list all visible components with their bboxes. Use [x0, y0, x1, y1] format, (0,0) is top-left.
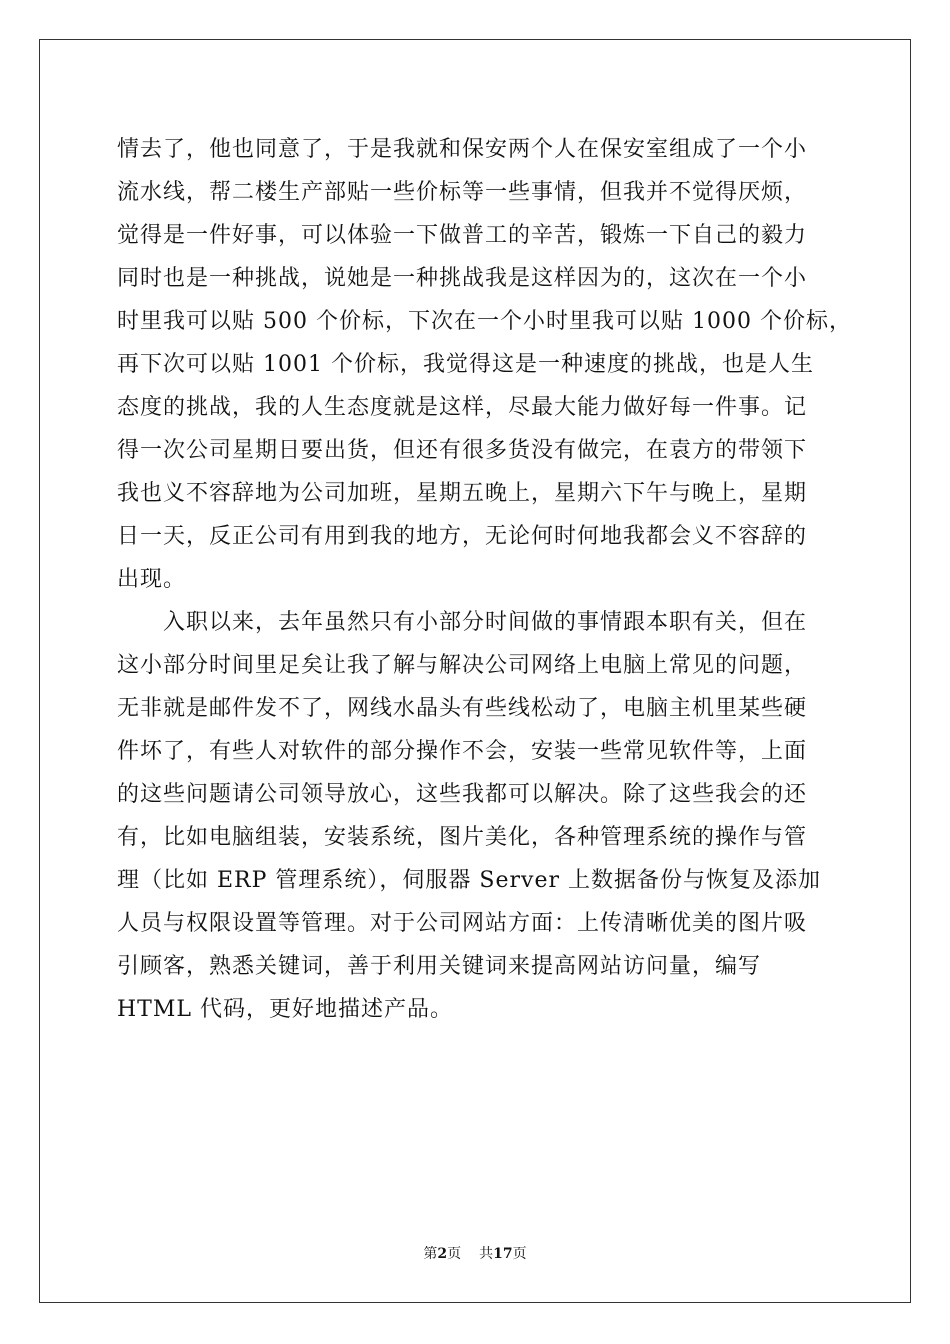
total-label-suffix: 页	[512, 1246, 527, 1262]
text-line: 无非就是邮件发不了，网线水晶头有些线松动了，电脑主机里某些硬	[117, 696, 808, 721]
text-line: 得一次公司星期日要出货，但还有很多货没有做完，在袁方的带领下	[117, 438, 808, 463]
text-line: 的这些问题请公司领导放心，这些我都可以解决。除了这些我会的还	[117, 782, 808, 807]
text-line: 人员与权限设置等管理。对于公司网站方面：上传清晰优美的图片吸	[117, 911, 808, 936]
text-line: 有，比如电脑组装，安装系统，图片美化，各种管理系统的操作与管	[117, 825, 808, 850]
text-line: 再下次可以贴 1001 个价标，我觉得这是一种速度的挑战，也是人生	[117, 352, 814, 377]
text-line: 觉得是一件好事，可以体验一下做普工的辛苦，锻炼一下自己的毅力	[117, 223, 808, 248]
text-line: 同时也是一种挑战，说她是一种挑战我是这样因为的，这次在一个小	[117, 266, 808, 291]
text-line: 入职以来，去年虽然只有小部分时间做的事情跟本职有关，但在	[117, 610, 808, 635]
text-line: 我也义不容辞地为公司加班，星期五晚上，星期六下午与晚上，星期	[117, 481, 808, 506]
text-line: 这小部分时间里足矣让我了解与解决公司网络上电脑上常见的问题，	[117, 653, 808, 678]
page-label-suffix: 页	[447, 1246, 462, 1262]
page-label-prefix: 第	[423, 1246, 438, 1262]
text-line: 情去了，他也同意了，于是我就和保安两个人在保安室组成了一个小	[117, 137, 808, 162]
text-line: 引顾客，熟悉关键词，善于利用关键词来提高网站访问量，编写	[117, 954, 762, 979]
text-line: 时里我可以贴 500 个价标，下次在一个小时里我可以贴 1000 个价标，	[117, 309, 852, 334]
text-line: 日一天，反正公司有用到我的地方，无论何时何地我都会义不容辞的	[117, 524, 808, 549]
text-line: 理（比如 ERP 管理系统），伺服器 Server 上数据备份与恢复及添加	[117, 868, 821, 893]
text-line: 件坏了，有些人对软件的部分操作不会，安装一些常见软件等，上面	[117, 739, 808, 764]
body-text	[117, 128, 852, 1031]
total-label-prefix: 共	[479, 1246, 494, 1262]
page-footer	[0, 1243, 950, 1263]
text-line: HTML 代码，更好地描述产品。	[117, 997, 453, 1022]
text-line: 出现。	[117, 567, 187, 592]
text-line: 态度的挑战，我的人生态度就是这样，尽最大能力做好每一件事。记	[117, 395, 808, 420]
text-line: 流水线，帮二楼生产部贴一些价标等一些事情，但我并不觉得厌烦，	[117, 180, 808, 205]
current-page-number: 2	[437, 1246, 448, 1262]
total-page-count: 17	[493, 1246, 513, 1262]
